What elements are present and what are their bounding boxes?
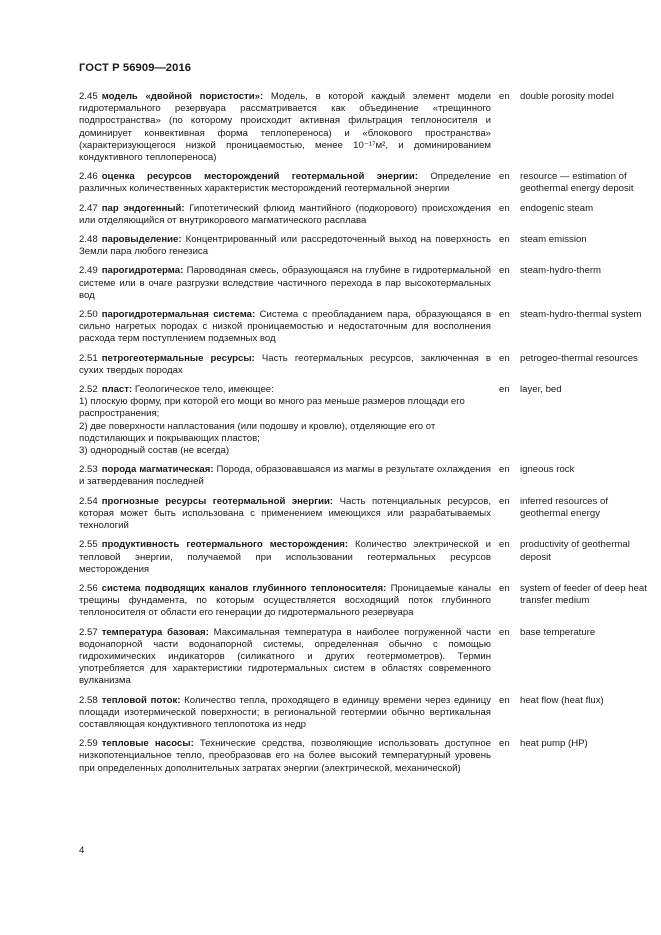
entry-definition: Определение различных количественных характеристик месторождений геотермальной энергии [79, 171, 492, 195]
english-equivalent: base temperature [520, 626, 596, 638]
entry-definition-block [79, 464, 491, 488]
language-code: en [499, 265, 510, 277]
language-code: en [499, 202, 510, 214]
english-equivalent: heat flow (heat flux) [520, 694, 604, 706]
glossary-entry [79, 583, 649, 620]
entry-number: 2.47 [79, 202, 98, 214]
language-code: en [499, 384, 510, 396]
entry-number: 2.51 [79, 352, 98, 364]
language-code: en [499, 91, 510, 102]
glossary-entry [79, 234, 649, 258]
entry-number: 2.54 [79, 495, 98, 507]
entry-definition: Количество электрической и тепловой энергии, получаемой при использовании геотермальных ресурсов месторождения [79, 539, 491, 575]
entry-definition-block [79, 171, 491, 195]
entry-number: 2.57 [79, 626, 98, 638]
entry-definition: Максимальная температура в наиболее погруженной части водонапорной части водонапорной системы, определенная обычно с помощью гидрохимических индикаторов (силикатного и других геотермометров). Термин употребляется для характеристики гидротермальных систем в областях современного вулканизма [79, 626, 491, 687]
english-equivalent: double porosity model [520, 91, 614, 102]
entry-term: температура базовая: [101, 626, 209, 638]
entry-definition-block [79, 353, 491, 377]
entry-definition: Модель, в которой каждый элемент модели гидротермального резервуара рассматривается как объединение «трещинного подпространства» (по которому происходит активная фильтрация теплоносителя и доминирует конвективная форма теплопереноса) и «блокового пространства» (характеризующегося низкой проницаемостью, менее 10⁻¹⁷м², и доминированием кондуктивного теплопереноса) [79, 91, 491, 164]
entry-definition: Часть потенциальных ресурсов, которая может быть использована с применением имеющихся или разрабатываемых технологий [79, 495, 491, 532]
entry-definition: Технические средства, позволяющие использовать доступное низкопотенциальное тепло, преобразовав его на более высокий температурный уровень при определенных дополнительных затратах энергии (электрической, механической) [79, 738, 491, 774]
standard-header: ГОСТ Р 56909—2016 [79, 62, 192, 74]
english-equivalent: endogenic steam [520, 202, 594, 214]
entry-definition: Проницаемые каналы трещины фундамента, по которым осуществляется восходящий поток глубинного теплоносителя от области его генерации до гидротермального резервуара [79, 582, 492, 619]
language-code: en [499, 694, 510, 706]
entry-definition: Часть геотермальных ресурсов, заключенная в сухих твердых породах [79, 352, 491, 376]
english-equivalent: steam-hydro-therm [520, 265, 602, 277]
entry-list-item: 2) две поверхности напластования (или подошву и кровлю), отделяющие его от подстилающих и покрывающих пластов; [79, 420, 436, 444]
entry-definition-block [79, 738, 491, 775]
glossary-entry [79, 384, 649, 457]
language-code: en [499, 464, 510, 476]
english-equivalent: productivity of geothermal deposit [520, 539, 630, 563]
glossary-entry [79, 539, 649, 576]
glossary-entry [79, 695, 649, 732]
entry-number: 2.45 [79, 91, 98, 102]
entry-number: 2.52 [79, 384, 98, 396]
language-code: en [499, 626, 510, 638]
entry-term: петрогеотермальные ресурсы: [101, 352, 255, 364]
english-equivalent: steam-hydro-thermal system [520, 309, 642, 321]
language-code: en [499, 234, 510, 246]
entry-definition: Система с преобладанием пара, образующаяся в сильно нагретых породах с низкой проницаемостью и недостаточным для восполнения расхода терм поступлением подземных вод [79, 309, 491, 345]
entry-number: 2.58 [79, 694, 98, 706]
entry-definition-block [79, 265, 491, 302]
entry-definition-block [79, 496, 491, 533]
entry-definition-block [79, 384, 491, 457]
glossary-entry [79, 91, 649, 164]
language-code: en [499, 539, 510, 551]
entry-definition-block [79, 234, 491, 258]
entry-number: 2.50 [79, 309, 98, 321]
entry-list-item: 3) однородный состав (не всегда) [79, 445, 230, 457]
english-equivalent: petrogeo-thermal resources [520, 352, 638, 364]
entry-definition: Количество тепла, проходящего в единицу времени через единицу площади изотермической поверхности; в региональной геотермии обычно вертикальная составляющая кондуктивного теплопотока из недр [79, 694, 492, 730]
language-code: en [499, 309, 510, 321]
english-equivalent: steam emission [520, 234, 587, 246]
entry-term: пар эндогенный: [101, 202, 185, 214]
entry-definition-block [79, 309, 491, 346]
glossary-entry [79, 203, 649, 227]
english-equivalent: heat pump (HP) [520, 738, 588, 750]
entry-term: продуктивность геотермального месторождения: [101, 539, 349, 551]
entry-definition: Порода, образовавшаяся из магмы в результате охлаждения и затвердевания последней [79, 464, 492, 488]
english-equivalent: system of feeder of deep heat transfer medium [520, 582, 647, 607]
glossary-entry [79, 627, 649, 688]
language-code: en [499, 171, 510, 183]
entry-term: оценка ресурсов месторождений геотермальной энергии: [101, 171, 418, 183]
entry-definition: Концентрированный или рассредоточенный выход на поверхность Земли пара любого генезиса [79, 234, 491, 258]
entry-term: прогнозные ресурсы геотермальной энергии: [101, 495, 334, 507]
entry-definition: Геологическое тело, имеющее: [132, 384, 274, 396]
glossary-entry [79, 496, 649, 533]
english-equivalent: igneous rock [520, 464, 575, 476]
language-code: en [499, 582, 510, 594]
language-code: en [499, 495, 510, 507]
entry-term: порода магматическая: [101, 464, 214, 476]
entry-definition-block [79, 627, 491, 688]
glossary-entry [79, 171, 649, 195]
glossary-entry [79, 309, 649, 346]
entry-term: тепловой поток: [101, 694, 181, 706]
entry-term: система подводящих каналов глубинного теплоносителя: [101, 582, 387, 594]
entry-number: 2.53 [79, 464, 98, 476]
glossary-entries [79, 91, 649, 782]
language-code: en [499, 738, 510, 750]
entry-definition-block [79, 583, 491, 620]
entry-term: парогидротерма: [101, 265, 184, 277]
page-number: 4 [79, 845, 85, 856]
entry-number: 2.48 [79, 234, 98, 246]
entry-number: 2.46 [79, 171, 98, 183]
glossary-entry [79, 353, 649, 377]
entry-term: тепловые насосы: [101, 738, 194, 750]
entry-term: пласт: [101, 384, 133, 396]
entry-list-item: 1) плоскую форму, при которой его мощи во много раз меньше размеров площади его распространения; [79, 396, 465, 420]
entry-term: модель «двойной пористости»: [101, 91, 264, 102]
glossary-entry [79, 464, 649, 488]
english-equivalent: inferred resources of geothermal energy [520, 495, 608, 519]
entry-number: 2.59 [79, 738, 98, 750]
entry-definition: Пароводяная смесь, образующаяся на глубине в гидротермальной системе или в очаге разгрузки вследствие частичного перехода в пар высокотермальных вод [79, 265, 491, 301]
entry-definition-block [79, 695, 491, 732]
entry-definition: Гипотетический флюид мантийного (подкорового) происхождения или отделяющийся от внутрикорового магматического расплава [79, 202, 491, 226]
english-equivalent: resource — estimation of geothermal energy deposit [520, 171, 634, 195]
entry-definition-block [79, 91, 491, 164]
glossary-entry [79, 265, 649, 302]
entry-definition-block [79, 203, 491, 227]
english-equivalent: layer, bed [520, 384, 562, 396]
entry-number: 2.55 [79, 539, 98, 551]
language-code: en [499, 352, 510, 364]
entry-number: 2.56 [79, 582, 98, 594]
glossary-entry [79, 738, 649, 775]
entry-term: парогидротермальная система: [101, 309, 256, 321]
entry-number: 2.49 [79, 265, 98, 277]
entry-definition-block [79, 539, 491, 576]
entry-term: паровыделение: [101, 234, 182, 246]
